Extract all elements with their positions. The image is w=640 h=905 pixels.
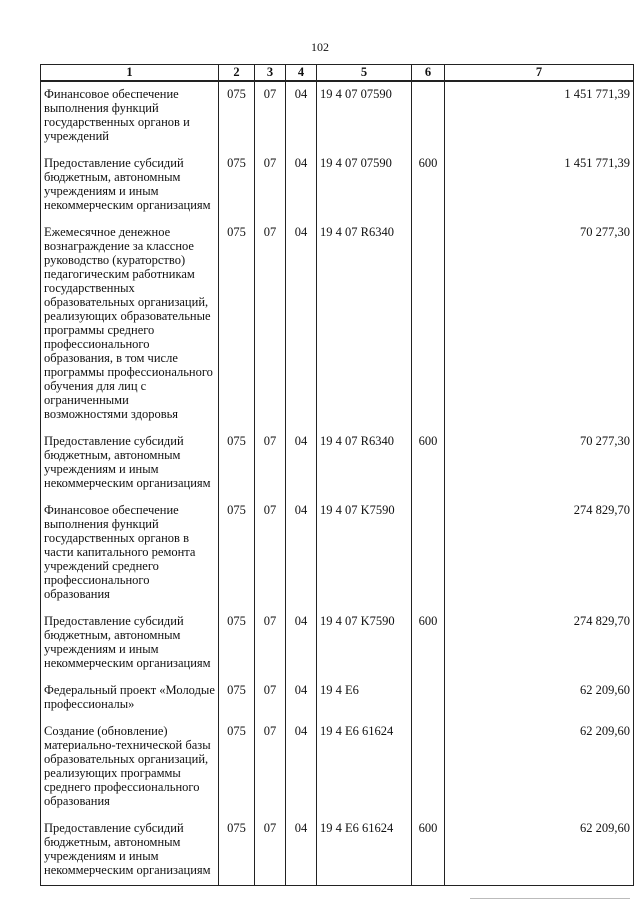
row-target-code: 19 4 07 R6340	[317, 220, 412, 429]
row-target-code: 19 4 07 K7590	[317, 609, 412, 678]
row-section-code: 07	[255, 719, 286, 816]
table-row	[41, 609, 634, 678]
row-subsection-code: 04	[286, 609, 317, 678]
row-amount: 62 209,60	[445, 816, 634, 886]
row-amount: 274 829,70	[445, 609, 634, 678]
row-target-code: 19 4 07 07590	[317, 81, 412, 151]
column-header-1: 1	[41, 65, 219, 82]
row-expense-type: 600	[412, 151, 445, 220]
row-amount: 274 829,70	[445, 498, 634, 609]
row-amount: 62 209,60	[445, 719, 634, 816]
row-section-code: 07	[255, 678, 286, 719]
row-ministry-code: 075	[219, 678, 255, 719]
row-expense-type	[412, 678, 445, 719]
budget-table	[40, 64, 634, 886]
column-header-4: 4	[286, 65, 317, 82]
row-ministry-code: 075	[219, 81, 255, 151]
row-ministry-code: 075	[219, 816, 255, 886]
row-name: Федеральный проект «Молодые профессионалы»	[41, 678, 219, 719]
row-section-code: 07	[255, 498, 286, 609]
column-header-7: 7	[445, 65, 634, 82]
table-row	[41, 678, 634, 719]
table-row	[41, 429, 634, 498]
row-ministry-code: 075	[219, 719, 255, 816]
row-section-code: 07	[255, 816, 286, 886]
row-subsection-code: 04	[286, 81, 317, 151]
row-expense-type: 600	[412, 429, 445, 498]
row-name: Предоставление субсидий бюджетным, автономным учреждениям и иным некоммерческим организациям	[41, 151, 219, 220]
row-section-code: 07	[255, 81, 286, 151]
row-expense-type	[412, 719, 445, 816]
row-expense-type	[412, 81, 445, 151]
row-name: Создание (обновление) материально-технической базы образовательных организаций, реализующих программы среднего профессионального образования	[41, 719, 219, 816]
row-section-code: 07	[255, 609, 286, 678]
row-section-code: 07	[255, 220, 286, 429]
row-ministry-code: 075	[219, 220, 255, 429]
row-name: Финансовое обеспечение выполнения функций государственных органов в части капитального ремонта учреждений среднего профессионального образования	[41, 498, 219, 609]
row-target-code: 19 4 E6	[317, 678, 412, 719]
row-subsection-code: 04	[286, 429, 317, 498]
page-number: 102	[311, 40, 329, 54]
row-amount: 1 451 771,39	[445, 151, 634, 220]
column-header-6: 6	[412, 65, 445, 82]
table-row	[41, 816, 634, 886]
row-name: Предоставление субсидий бюджетным, автономным учреждениям и иным некоммерческим организациям	[41, 816, 219, 886]
row-amount: 70 277,30	[445, 220, 634, 429]
row-subsection-code: 04	[286, 151, 317, 220]
row-expense-type	[412, 498, 445, 609]
row-target-code: 19 4 07 K7590	[317, 498, 412, 609]
row-section-code: 07	[255, 151, 286, 220]
row-subsection-code: 04	[286, 220, 317, 429]
row-expense-type	[412, 220, 445, 429]
row-target-code: 19 4 07 07590	[317, 151, 412, 220]
row-subsection-code: 04	[286, 816, 317, 886]
column-header-2: 2	[219, 65, 255, 82]
row-target-code: 19 4 E6 61624	[317, 816, 412, 886]
row-amount: 1 451 771,39	[445, 81, 634, 151]
row-subsection-code: 04	[286, 719, 317, 816]
row-ministry-code: 075	[219, 429, 255, 498]
row-name: Предоставление субсидий бюджетным, автономным учреждениям и иным некоммерческим организациям	[41, 609, 219, 678]
row-expense-type: 600	[412, 816, 445, 886]
row-target-code: 19 4 E6 61624	[317, 719, 412, 816]
row-name: Ежемесячное денежное вознаграждение за классное руководство (кураторство) педагогическим работникам государственных образовательных организаций, реализующих образовательные программы среднего профессионального образования, в том числе программы профессионального обучения для лиц с ограниченными возможностями здоровья	[41, 220, 219, 429]
row-name: Финансовое обеспечение выполнения функций государственных органов и учреждений	[41, 81, 219, 151]
table-header-row	[41, 65, 634, 82]
row-subsection-code: 04	[286, 678, 317, 719]
table-row	[41, 498, 634, 609]
table-row	[41, 719, 634, 816]
row-amount: 70 277,30	[445, 429, 634, 498]
table-row	[41, 81, 634, 151]
table-row	[41, 220, 634, 429]
row-section-code: 07	[255, 429, 286, 498]
row-ministry-code: 075	[219, 498, 255, 609]
row-amount: 62 209,60	[445, 678, 634, 719]
row-subsection-code: 04	[286, 498, 317, 609]
row-name: Предоставление субсидий бюджетным, автономным учреждениям и иным некоммерческим организациям	[41, 429, 219, 498]
table-row	[41, 151, 634, 220]
column-header-5: 5	[317, 65, 412, 82]
column-header-3: 3	[255, 65, 286, 82]
row-ministry-code: 075	[219, 609, 255, 678]
row-expense-type: 600	[412, 609, 445, 678]
scan-edge-line	[470, 898, 630, 899]
row-target-code: 19 4 07 R6340	[317, 429, 412, 498]
row-ministry-code: 075	[219, 151, 255, 220]
